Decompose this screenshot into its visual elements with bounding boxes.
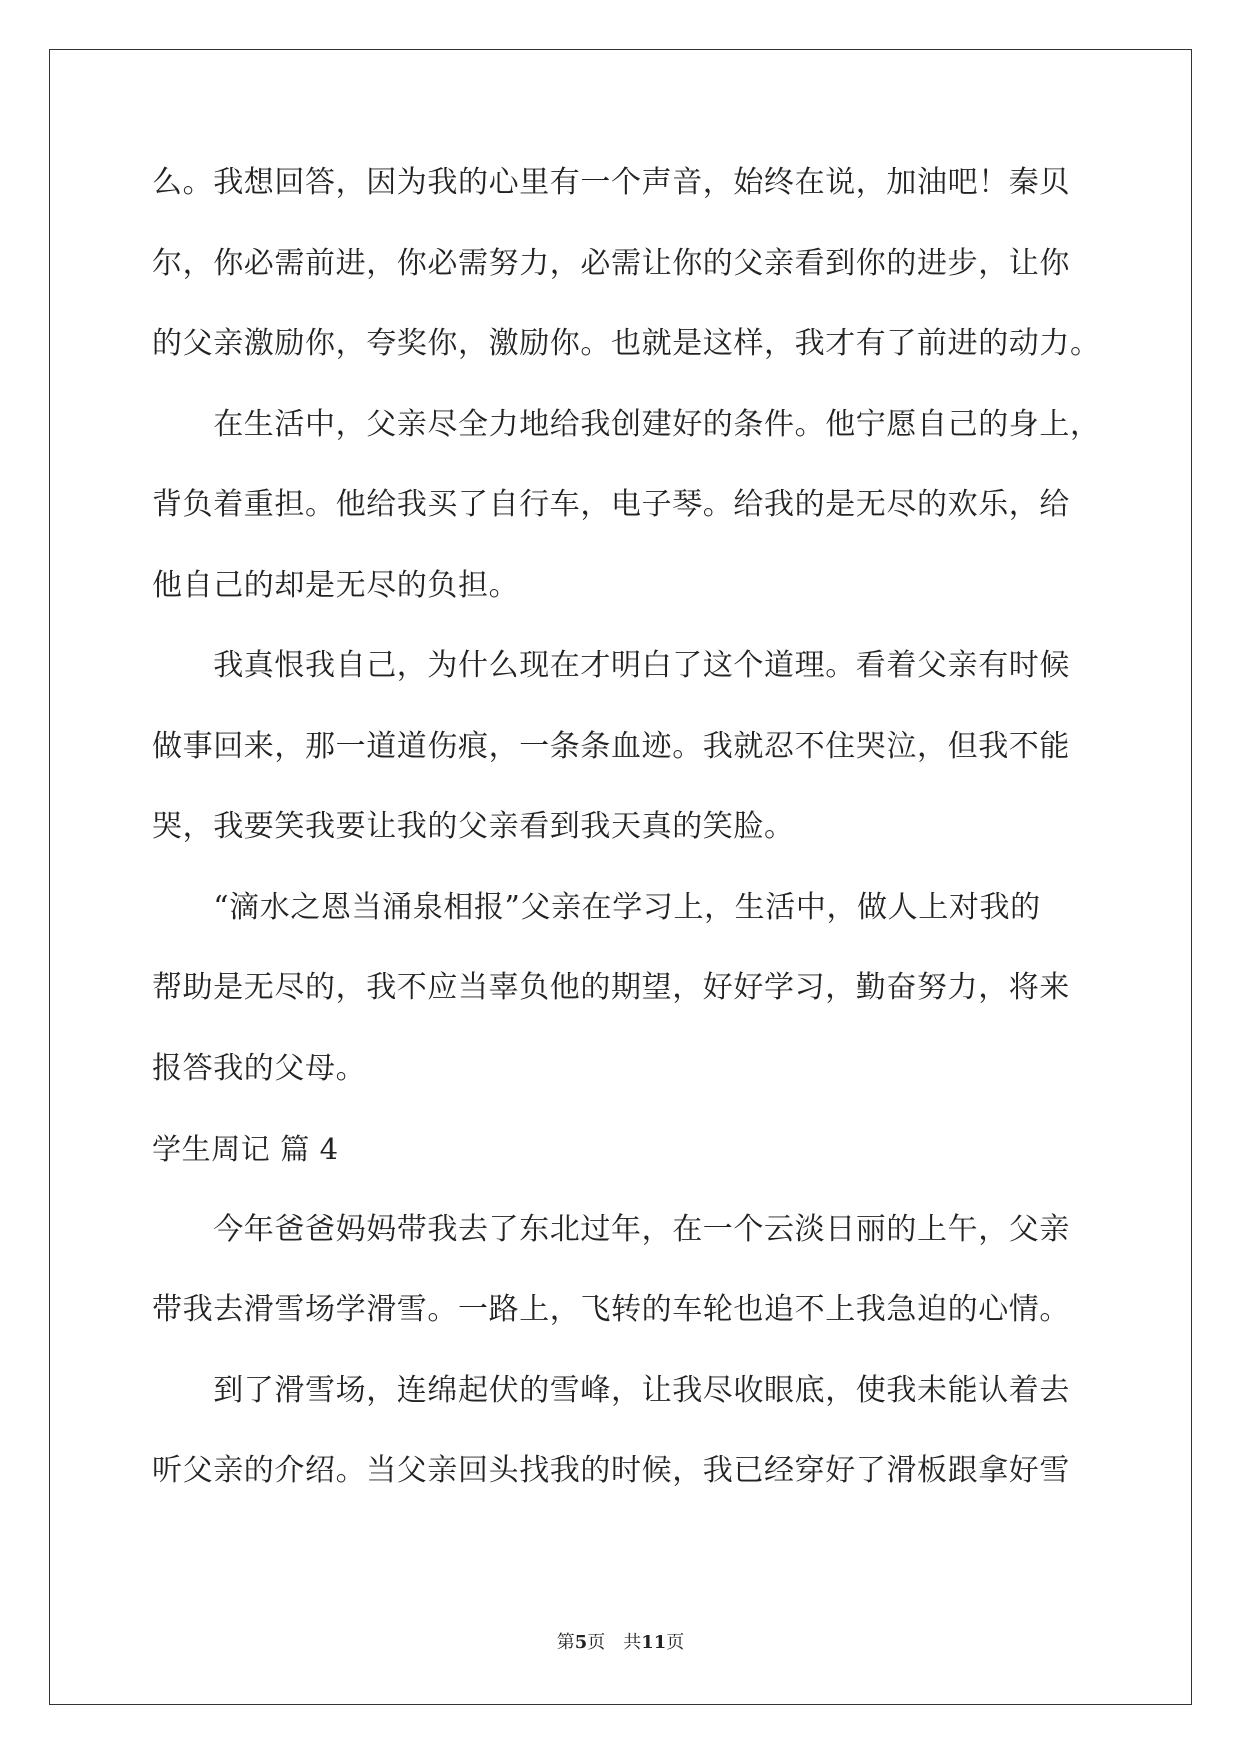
text-line: 听父亲的介绍。当父亲回头找我的时候，我已经穿好了滑板跟拿好雪 bbox=[152, 1453, 1070, 1488]
text-line: 到了滑雪场，连绵起伏的雪峰，让我尽收眼底，使我未能认着去 bbox=[152, 1372, 1070, 1408]
text-line: 报答我的父母。 bbox=[152, 1050, 367, 1086]
section-heading: 学生周记 篇 4 bbox=[152, 1132, 339, 1166]
text-line: 我真恨我自己，为什么现在才明白了这个道理。看着父亲有时候 bbox=[152, 648, 1070, 683]
text-line: 在生活中，父亲尽全力地给我创建好的条件。他宁愿自己的身上， bbox=[152, 406, 1101, 442]
text-line: “滴水之恩当涌泉相报”父亲在学习上，生活中，做人上对我的 bbox=[152, 889, 1041, 925]
footer-total-pages: 11 bbox=[641, 1632, 667, 1653]
text-line: 带我去滑雪场学滑雪。一路上，飞转的车轮也追不上我急迫的心情。 bbox=[152, 1292, 1070, 1327]
footer-page-number: 5 bbox=[574, 1632, 588, 1653]
footer-total-prefix: 共 bbox=[623, 1632, 642, 1653]
footer-page-suffix: 页 bbox=[587, 1632, 606, 1653]
footer-page-prefix: 第 bbox=[556, 1632, 575, 1653]
text-line: 么。我想回答，因为我的心里有一个声音，始终在说，加油吧！秦贝 bbox=[152, 165, 1070, 200]
text-line: 帮助是无尽的，我不应当辜负他的期望，好好学习，勤奋努力，将来 bbox=[152, 970, 1070, 1005]
document-body bbox=[152, 165, 1101, 1535]
page-footer bbox=[0, 1632, 1241, 1654]
text-line: 背负着重担。他给我买了自行车，电子琴。给我的是无尽的欢乐，给 bbox=[152, 487, 1070, 522]
text-line: 做事回来，那一道道伤痕，一条条血迹。我就忍不住哭泣，但我不能 bbox=[152, 728, 1070, 764]
text-line: 他自己的却是无尽的负担。 bbox=[152, 567, 520, 603]
text-line: 尔，你必需前进，你必需努力，必需让你的父亲看到你的进步，让你 bbox=[152, 245, 1070, 281]
text-line: 的父亲激励你，夸奖你，激励你。也就是这样，我才有了前进的动力。 bbox=[152, 326, 1101, 361]
text-line: 哭，我要笑我要让我的父亲看到我天真的笑脸。 bbox=[152, 809, 795, 844]
text-line: 今年爸爸妈妈带我去了东北过年，在一个云淡日丽的上午，父亲 bbox=[152, 1211, 1070, 1247]
footer-total-suffix: 页 bbox=[666, 1632, 685, 1653]
